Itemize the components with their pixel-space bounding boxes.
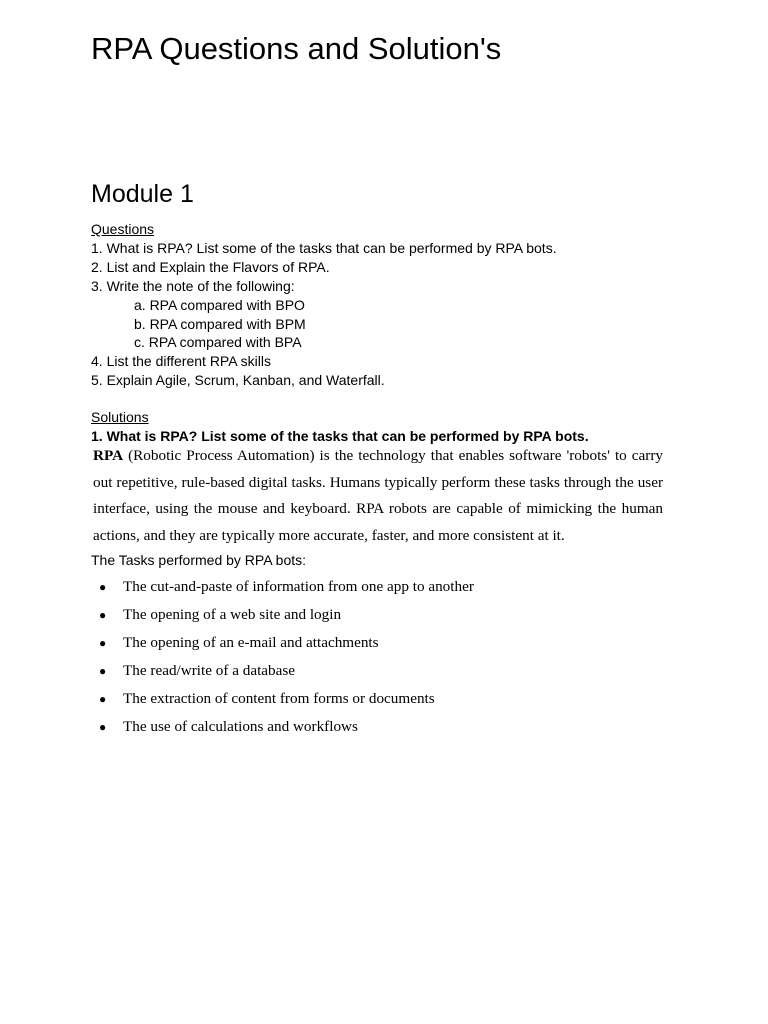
- sub-question-item: c. RPA compared with BPA: [134, 334, 302, 351]
- document-title: RPA Questions and Solution's: [91, 31, 502, 66]
- list-item: [99, 657, 474, 685]
- task-text: The opening of an e-mail and attachments: [123, 634, 379, 651]
- list-item: [99, 629, 474, 657]
- question-item: 1. What is RPA? List some of the tasks that can be performed by RPA bots.: [91, 239, 557, 256]
- question-item: 5. Explain Agile, Scrum, Kanban, and Waterfall.: [91, 372, 385, 389]
- task-text: The extraction of content from forms or documents: [123, 690, 435, 707]
- bullet-icon: ●: [99, 720, 107, 734]
- question-item: 3. Write the note of the following:: [91, 277, 295, 294]
- question-item: 2. List and Explain the Flavors of RPA.: [91, 258, 330, 275]
- questions-label: Questions: [91, 221, 155, 237]
- task-text: The opening of a web site and login: [123, 606, 342, 623]
- solution-answer-paragraph: [93, 443, 663, 549]
- rpa-term: RPA: [93, 447, 124, 464]
- solution-answer-text: (Robotic Process Automation) is the technology that enables software 'robots' to carry out repetitive, rule-based digital tasks. Humans typically perform these tasks through the user interface, using the mouse and keyboard. RPA robots are capable of mimicking the human actions, and they are typically more accurate, faster, and more consistent at it.: [93, 447, 663, 544]
- question-item: 4. List the different RPA skills: [91, 353, 272, 370]
- tasks-intro: The Tasks performed by RPA bots:: [91, 552, 307, 568]
- solutions-label: Solutions: [91, 409, 149, 425]
- module-heading: Module 1: [91, 180, 194, 208]
- bullet-icon: ●: [99, 580, 107, 594]
- list-item: [99, 601, 474, 629]
- task-list: [99, 573, 474, 741]
- list-item: [99, 573, 474, 601]
- bullet-icon: ●: [99, 608, 107, 622]
- task-text: The use of calculations and workflows: [123, 718, 358, 735]
- solution-question: 1. What is RPA? List some of the tasks that can be performed by RPA bots.: [91, 427, 589, 444]
- questions-section: [91, 220, 671, 390]
- sub-question-item: b. RPA compared with BPM: [134, 315, 306, 332]
- sub-question-item: a. RPA compared with BPO: [134, 296, 305, 313]
- bullet-icon: ●: [99, 692, 107, 706]
- task-text: The cut-and-paste of information from one app to another: [123, 578, 474, 595]
- bullet-icon: ●: [99, 636, 107, 650]
- bullet-icon: ●: [99, 664, 107, 678]
- solutions-section: [91, 408, 671, 446]
- list-item: [99, 713, 474, 741]
- task-text: The read/write of a database: [123, 662, 296, 679]
- list-item: [99, 685, 474, 713]
